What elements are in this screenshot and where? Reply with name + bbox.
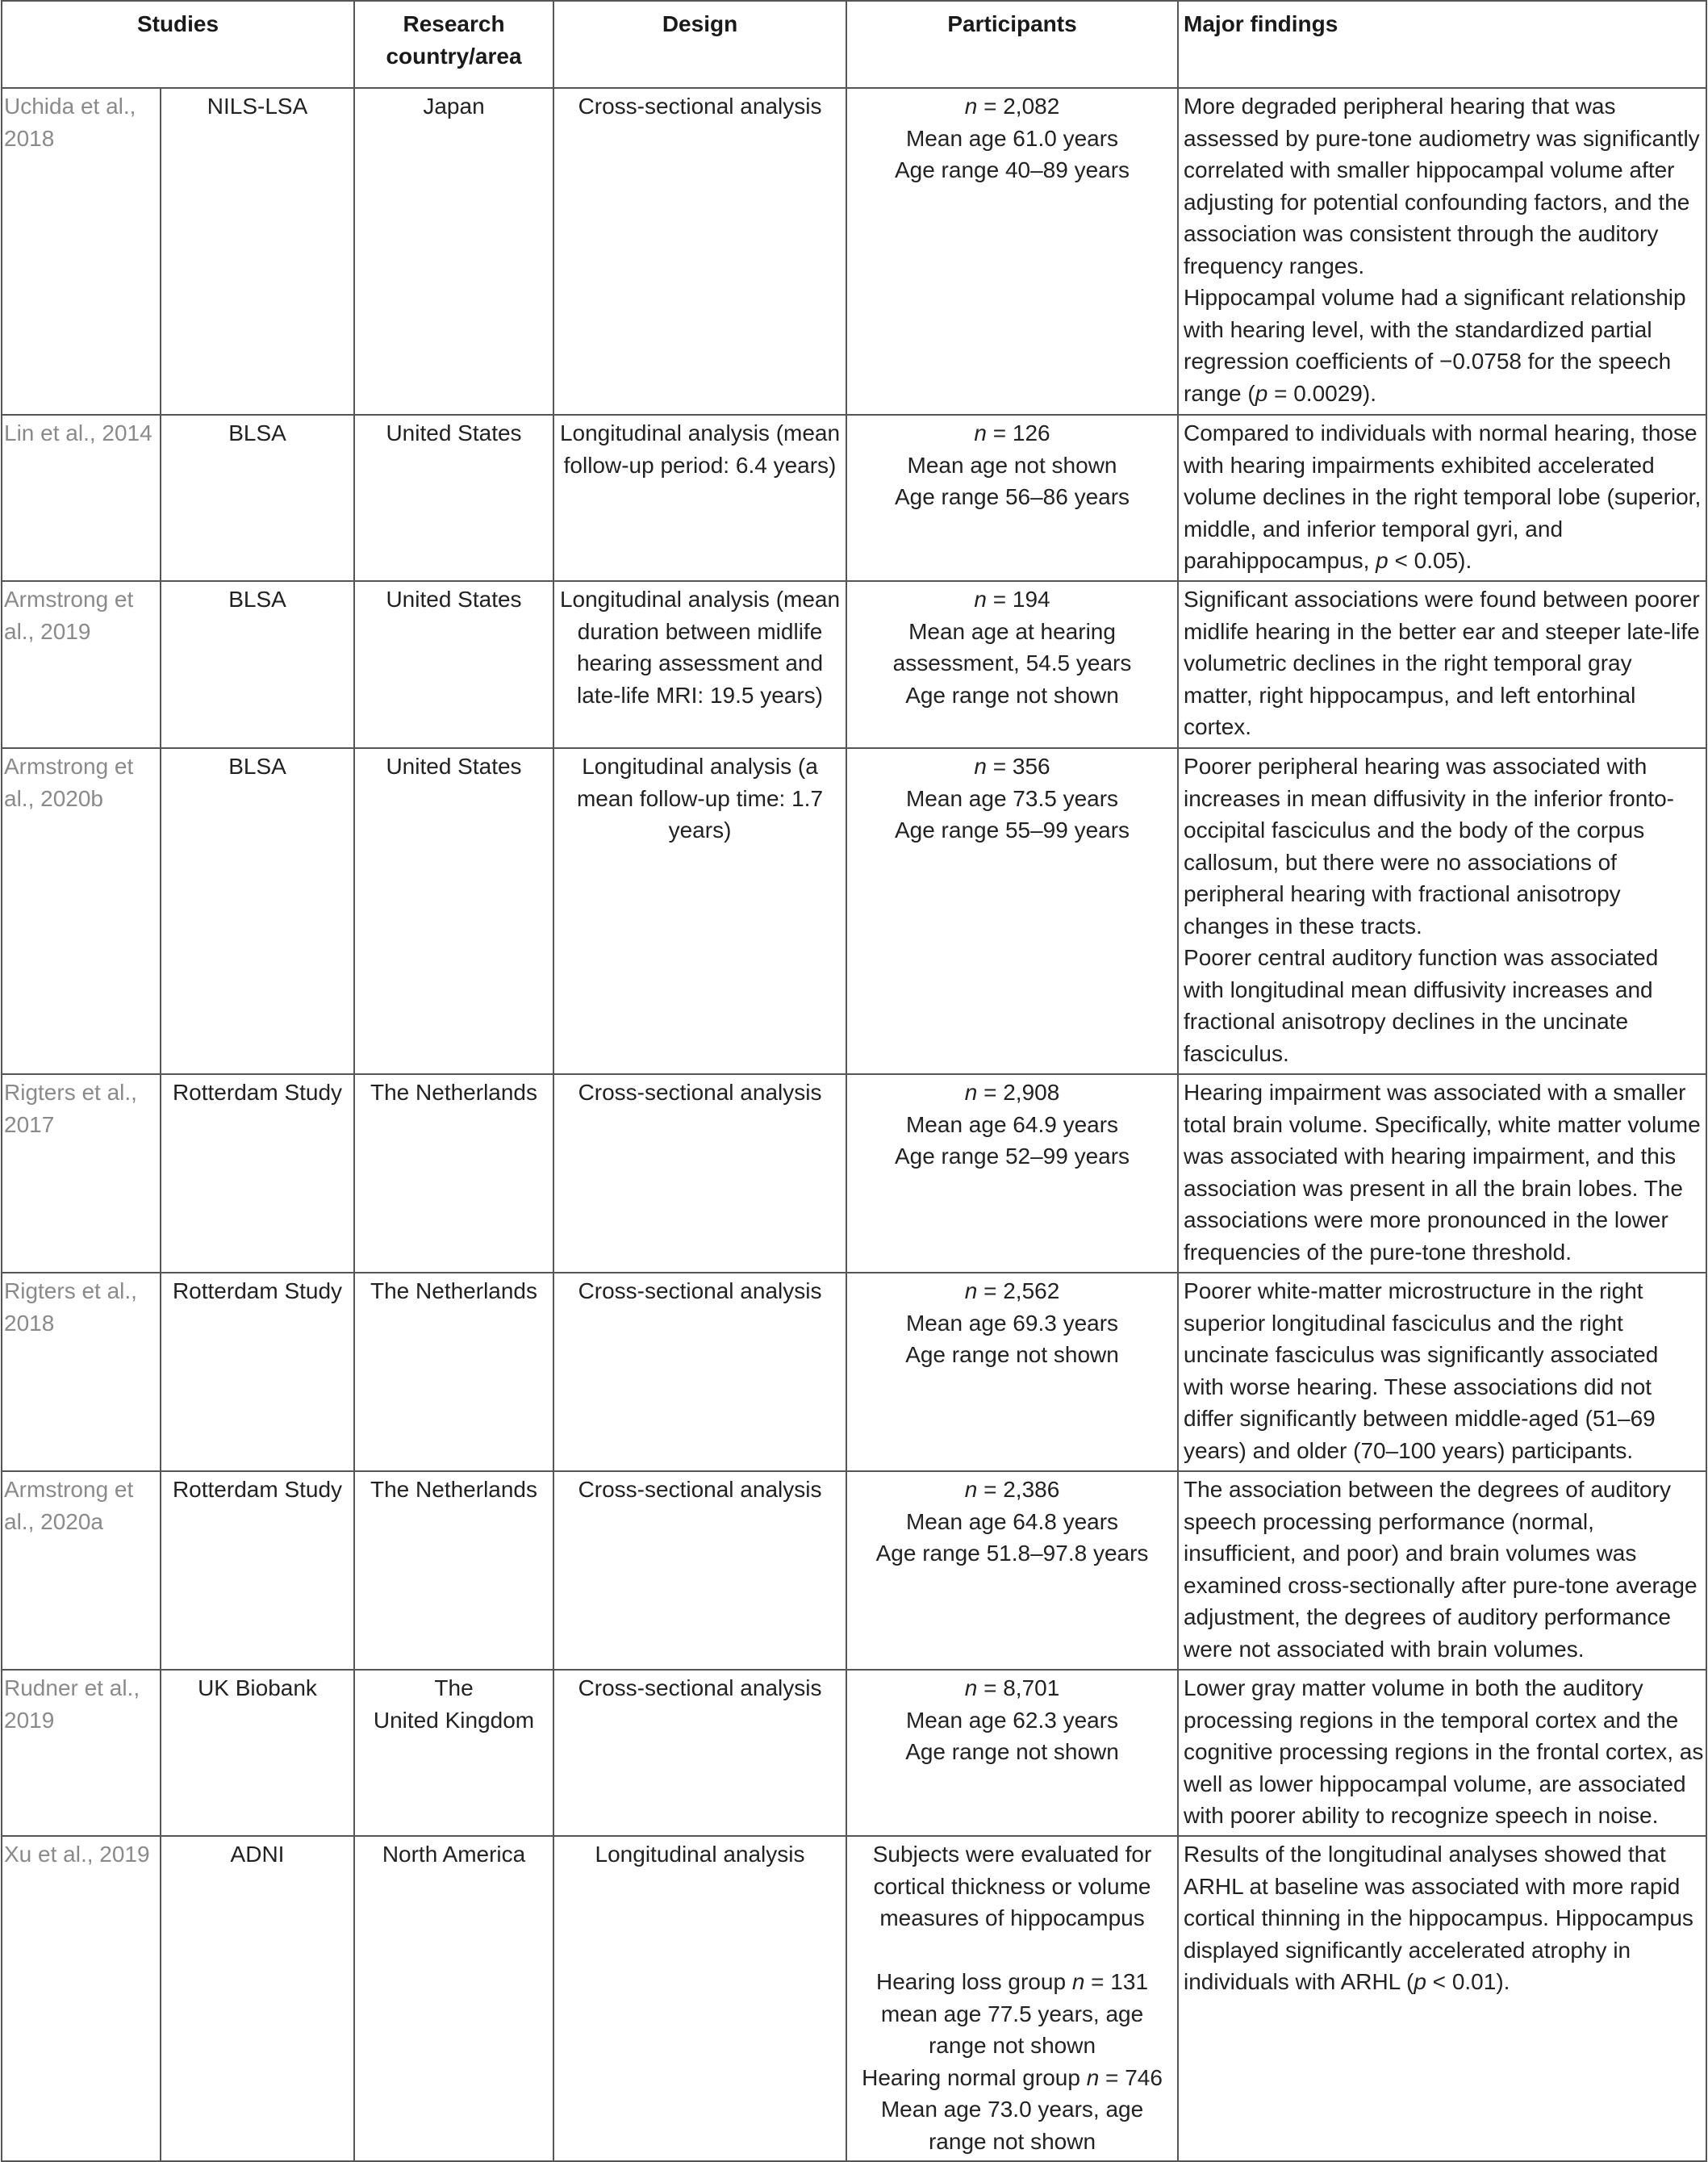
n-label: n	[964, 1675, 978, 1700]
mean-age: Mean age not shown	[907, 452, 1117, 478]
table-row	[2, 1670, 1706, 1836]
findings-cell	[1178, 1836, 1706, 2161]
studies-table	[1, 0, 1707, 2162]
cohort-cell: BLSA	[161, 581, 354, 748]
mean-age: Mean age 69.3 years	[905, 1310, 1119, 1336]
findings-cell: Hearing impairment was associated with a smaller total brain volume. Specifically, white matter volume was associated with hearing impairment, and this association was present in all the brain lobes. The associations were more pronounced in the lower frequencies of the pure-tone threshold.	[1178, 1074, 1706, 1273]
findings-cell: Significant associations were found between poorer midlife hearing in the better ear and steeper late-life volumetric declines in the right temporal gray matter, right hippocampus, and left entorhinal cortex.	[1178, 581, 1706, 748]
cohort-cell: NILS-LSA	[161, 88, 354, 415]
cohort-cell: UK Biobank	[161, 1670, 354, 1836]
p-label: p	[1414, 1969, 1426, 1994]
study-cell: Armstrong et al., 2020b	[2, 748, 161, 1074]
n-label: n	[974, 754, 987, 779]
cohort-cell: BLSA	[161, 748, 354, 1074]
mean-age: Mean age at hearing assessment, 54.5 years	[892, 618, 1132, 675]
n-label: n	[1071, 1969, 1085, 1994]
n-label: n	[974, 420, 987, 445]
header-country-line1: Research	[403, 11, 505, 36]
n-label: n	[974, 587, 987, 612]
participants-cell	[846, 1074, 1178, 1273]
participants-cell	[846, 1273, 1178, 1471]
study-cell: Lin et al., 2014	[2, 415, 161, 581]
participants-cell	[846, 748, 1178, 1074]
design-cell: Longitudinal analysis (mean follow-up period: 6.4 years)	[553, 415, 846, 581]
age-range: Age range 52–99 years	[894, 1144, 1130, 1169]
country-line1: The	[434, 1675, 474, 1700]
mean-age: Mean age 61.0 years	[905, 125, 1119, 151]
header-design: Design	[553, 1, 846, 88]
n-value: = 2,908	[977, 1080, 1060, 1105]
findings-cell	[1178, 415, 1706, 581]
design-cell: Cross-sectional analysis	[553, 1670, 846, 1836]
design-cell: Cross-sectional analysis	[553, 1074, 846, 1273]
header-country-line2: country/area	[386, 43, 522, 69]
country-cell: North America	[354, 1836, 553, 2161]
study-cell: Armstrong et al., 2019	[2, 581, 161, 748]
study-cell: Rigters et al., 2018	[2, 1273, 161, 1471]
findings-paragraph: Poorer central auditory function was associated with longitudinal mean diffusivity increases and fractional anisotropy declines in the uncinate fasciculus.	[1184, 945, 1659, 1066]
findings-cell	[1178, 748, 1706, 1074]
n-value: = 2,082	[977, 94, 1060, 119]
design-cell: Longitudinal analysis (a mean follow-up time: 1.7 years)	[553, 748, 846, 1074]
mean-age: Mean age 64.8 years	[905, 1508, 1119, 1534]
findings-cell	[1178, 88, 1706, 415]
table-row	[2, 581, 1706, 748]
study-cell: Uchida et al., 2018	[2, 88, 161, 415]
study-cell: Rudner et al., 2019	[2, 1670, 161, 1836]
age-range: Age range not shown	[905, 1739, 1119, 1764]
study-cell: Rigters et al., 2017	[2, 1074, 161, 1273]
country-cell: The Netherlands	[354, 1273, 553, 1471]
mean-age: Mean age 64.9 years	[905, 1111, 1119, 1137]
findings-cell: Lower gray matter volume in both the auditory processing regions in the temporal cortex and the cognitive processing regions in the frontal cortex, as well as lower hippocampal volume, are associated with poorer ability to recognize speech in noise.	[1178, 1670, 1706, 1836]
table-row	[2, 1074, 1706, 1273]
participants-cell	[846, 88, 1178, 415]
table-row	[2, 748, 1706, 1074]
country-cell: United States	[354, 581, 553, 748]
age-range: Age range not shown	[905, 1342, 1119, 1367]
n-value: = 2,562	[977, 1278, 1060, 1303]
mean-age: Mean age 62.3 years	[905, 1707, 1119, 1733]
country-cell: United States	[354, 748, 553, 1074]
findings-paragraph: Hippocampal volume had a significant relationship with hearing level, with the standardized partial regression coefficients of −0.0758 for the speech range (	[1184, 285, 1686, 406]
table-row	[2, 1836, 1706, 2161]
participants-cell	[846, 1836, 1178, 2161]
findings-text: Compared to individuals with normal hearing, those with hearing impairments exhibited accelerated volume declines in the right temporal lobe (superior, middle, and inferior temporal gyri, and parahippocampus,	[1184, 420, 1702, 573]
loss-group-value: = 131 mean age 77.5 years, age range not shown	[880, 1969, 1149, 2058]
cohort-cell: Rotterdam Study	[161, 1074, 354, 1273]
country-cell: The Netherlands	[354, 1074, 553, 1273]
header-participants: Participants	[846, 1, 1178, 88]
n-value: = 126	[986, 420, 1050, 445]
participants-cell	[846, 581, 1178, 748]
age-range: Age range 40–89 years	[894, 157, 1130, 182]
findings-paragraph: More degraded peripheral hearing that was assessed by pure-tone audiometry was significantly correlated with smaller hippocampal volume after adjusting for potential confounding factors, and the association was consistent through the auditory frequency ranges.	[1184, 94, 1700, 278]
loss-group-label: Hearing loss group	[876, 1969, 1072, 1994]
participants-cell	[846, 1471, 1178, 1670]
p-label: p	[1376, 548, 1389, 573]
p-value: = 0.0029).	[1267, 380, 1376, 406]
p-label: p	[1255, 380, 1268, 406]
design-cell: Longitudinal analysis (mean duration between midlife hearing assessment and late-life MRI: 19.5 years)	[553, 581, 846, 748]
p-value: < 0.05).	[1388, 548, 1472, 573]
country-line2: United Kingdom	[373, 1707, 535, 1733]
table-row	[2, 1273, 1706, 1471]
study-cell: Xu et al., 2019	[2, 1836, 161, 2161]
n-value: = 356	[986, 754, 1050, 779]
normal-group-value: = 746 Mean age 73.0 years, age range not shown	[880, 2064, 1163, 2154]
participants-cell	[846, 415, 1178, 581]
n-label: n	[1086, 2064, 1100, 2090]
design-cell: Cross-sectional analysis	[553, 88, 846, 415]
normal-group-label: Hearing normal group	[862, 2064, 1087, 2090]
n-label: n	[964, 1477, 978, 1502]
findings-cell: The association between the degrees of auditory speech processing performance (normal, insufficient, and poor) and brain volumes was examined cross-sectionally after pure-tone average adjustment, the degrees of auditory performance were not associated with brain volumes.	[1178, 1471, 1706, 1670]
n-value: = 2,386	[977, 1477, 1060, 1502]
header-findings: Major findings	[1178, 1, 1706, 88]
findings-cell: Poorer white-matter microstructure in the right superior longitudinal fasciculus and the right uncinate fasciculus was significantly associated with worse hearing. These associations did not differ significantly between middle-aged (51–69 years) and older (70–100 years) participants.	[1178, 1273, 1706, 1471]
cohort-cell: Rotterdam Study	[161, 1273, 354, 1471]
p-value: < 0.01).	[1426, 1969, 1510, 1994]
n-value: = 8,701	[977, 1675, 1060, 1700]
country-cell	[354, 1670, 553, 1836]
design-cell: Longitudinal analysis	[553, 1836, 846, 2161]
design-cell: Cross-sectional analysis	[553, 1471, 846, 1670]
findings-paragraph: Poorer peripheral hearing was associated with increases in mean diffusivity in the inferior fronto-occipital fasciculus and the body of the corpus callosum, but there were no associations of peripheral hearing with fractional anisotropy changes in these tracts.	[1184, 754, 1675, 939]
mean-age: Mean age 73.5 years	[905, 785, 1119, 811]
age-range: Age range 55–99 years	[894, 818, 1130, 843]
n-label: n	[964, 1080, 978, 1105]
country-cell: United States	[354, 415, 553, 581]
table-row	[2, 88, 1706, 415]
findings-text: Results of the longitudinal analyses showed that ARHL at baseline was associated with more rapid cortical thinning in the hippocampus. Hippocampus displayed significantly accelerated atrophy in individuals with ARHL (	[1184, 1842, 1693, 1994]
n-label: n	[964, 1278, 978, 1303]
header-studies: Studies	[2, 1, 354, 88]
header-country	[354, 1, 553, 88]
age-range: Age range 51.8–97.8 years	[875, 1541, 1149, 1566]
header-row	[2, 1, 1706, 88]
table-row	[2, 1471, 1706, 1670]
table-row	[2, 415, 1706, 581]
country-cell: Japan	[354, 88, 553, 415]
n-label: n	[964, 94, 978, 119]
design-cell: Cross-sectional analysis	[553, 1273, 846, 1471]
age-range: Age range not shown	[905, 682, 1119, 708]
n-value: = 194	[986, 587, 1050, 612]
cohort-cell: Rotterdam Study	[161, 1471, 354, 1670]
participants-intro: Subjects were evaluated for cortical thickness or volume measures of hippocampus	[872, 1842, 1152, 1930]
cohort-cell: BLSA	[161, 415, 354, 581]
study-cell: Armstrong et al., 2020a	[2, 1471, 161, 1670]
cohort-cell: ADNI	[161, 1836, 354, 2161]
participants-cell	[846, 1670, 1178, 1836]
country-cell: The Netherlands	[354, 1471, 553, 1670]
age-range: Age range 56–86 years	[894, 484, 1130, 509]
